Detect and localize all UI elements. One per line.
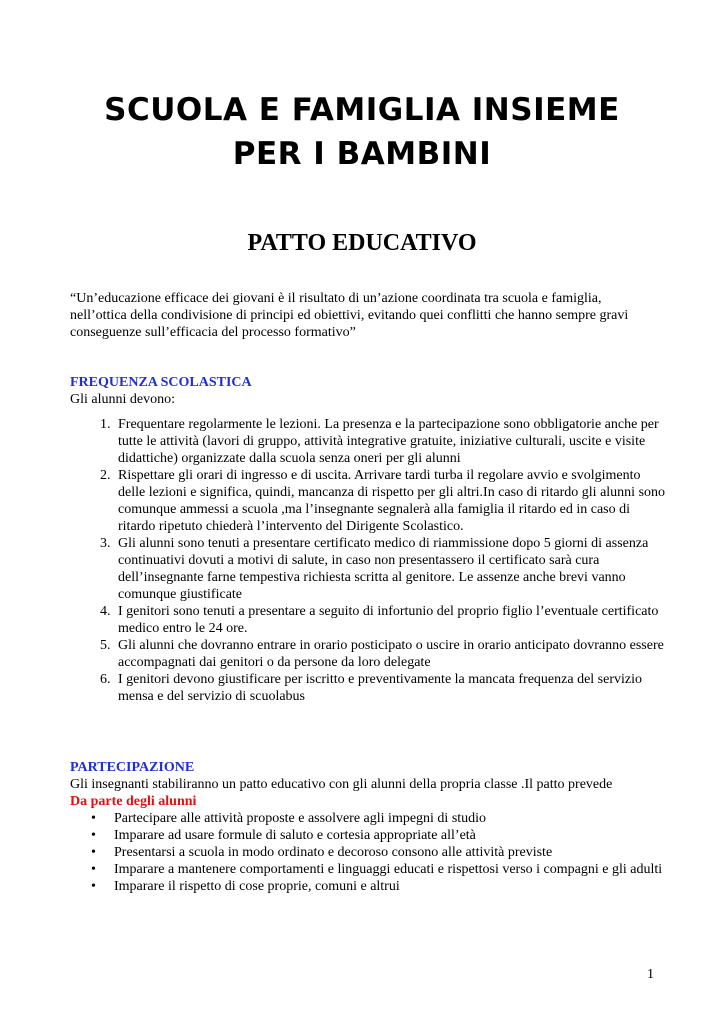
- list-item: 1. Frequentare regolarmente le lezioni. La presenza e la partecipazione sono obbligatorie anche per tutte le attività (lavori di gruppo, attività integrative gratuite, iniziative culturali, uscite e visite didattiche) organizzate dalla scuola senza oneri per gli alunni: [114, 416, 670, 467]
- section-partecipazione: [70, 759, 670, 895]
- bullet-icon: •: [91, 828, 96, 843]
- list-item: 2. Rispettare gli orari di ingresso e di uscita. Arrivare tardi turba il regolare avvio e svolgimento delle lezioni e significa, quindi, mancanza di rispetto per gli altri.In caso di ritardo gli alunni sono comunque ammessi a scuola ,ma l’insegnante segnalerà alla famiglia il ritardo ed in caso di ritardo ripetuto chiederà l’intervento del Dirigente Scolastico.: [114, 467, 670, 535]
- bullet-icon: •: [91, 811, 96, 826]
- list-item: [91, 861, 670, 878]
- bullet-icon: •: [91, 862, 96, 877]
- list-item: 5. Gli alunni che dovranno entrare in orario posticipato o uscire in orario anticipato dovranno essere accompagnati dai genitori o da persone da loro delegate: [114, 637, 670, 671]
- list-item-text: Presentarsi a scuola in modo ordinato e decoroso consono alle attività previste: [114, 845, 553, 860]
- list-item: [91, 878, 670, 895]
- section-intro-partecipazione: Gli insegnanti stabiliranno un patto educativo con gli alunni della propria classe .Il patto prevede: [70, 777, 613, 792]
- partecipazione-list: [70, 810, 670, 895]
- list-item-text: Imparare ad usare formule di saluto e cortesia appropriate all’età: [114, 828, 476, 843]
- title-line-2: PER I BAMBINI: [232, 136, 492, 172]
- subheading-alunni: Da parte degli alunni: [70, 794, 197, 809]
- list-item: [91, 810, 670, 827]
- document-title: [0, 88, 724, 176]
- bullet-icon: •: [91, 845, 96, 860]
- list-item-text: Imparare a mantenere comportamenti e linguaggi educati e rispettosi verso i compagni e gli adulti: [114, 862, 663, 877]
- section-intro-frequenza: Gli alunni devono:: [70, 392, 175, 407]
- bullet-icon: •: [91, 879, 96, 894]
- list-item-text: Imparare il rispetto di cose proprie, comuni e altrui: [114, 879, 400, 894]
- list-item-text: Partecipare alle attività proposte e assolvere agli impegni di studio: [114, 811, 487, 826]
- title-line-1: SCUOLA E FAMIGLIA INSIEME: [104, 92, 620, 128]
- section-heading-partecipazione: PARTECIPAZIONE: [70, 760, 195, 775]
- list-item: 6. I genitori devono giustificare per iscritto e preventivamente la mancata frequenza del servizio mensa e del servizio di scuolabus: [114, 671, 670, 705]
- document-subtitle: PATTO EDUCATIVO: [247, 230, 477, 256]
- list-item: 3. Gli alunni sono tenuti a presentare certificato medico di riammissione dopo 5 giorni di assenza continuativi dovuti a motivi di salute, in caso non presentassero il certificato sarà cura dell’insegnante farne tempestiva richiesta scritta al genitore. Le assenze anche brevi vanno comunque giustificate: [114, 535, 670, 603]
- section-frequenza: [70, 374, 670, 705]
- list-item: 4. I genitori sono tenuti a presentare a seguito di infortunio del proprio figlio l’eventuale certificato medico entro le 24 ore.: [114, 603, 670, 637]
- list-item: [91, 827, 670, 844]
- page-number: 1: [647, 967, 654, 982]
- intro-quote: “Un’educazione efficace dei giovani è il risultato di un’azione coordinata tra scuola e famiglia, nell’ottica della condivisione di principi ed obiettivi, evitando quei conflitti che hanno sempre gravi conseguenze sull’efficacia del processo formativo”: [70, 291, 629, 340]
- section-heading-frequenza: FREQUENZA SCOLASTICA: [70, 375, 252, 390]
- frequenza-list: [70, 416, 670, 705]
- list-item: [91, 844, 670, 861]
